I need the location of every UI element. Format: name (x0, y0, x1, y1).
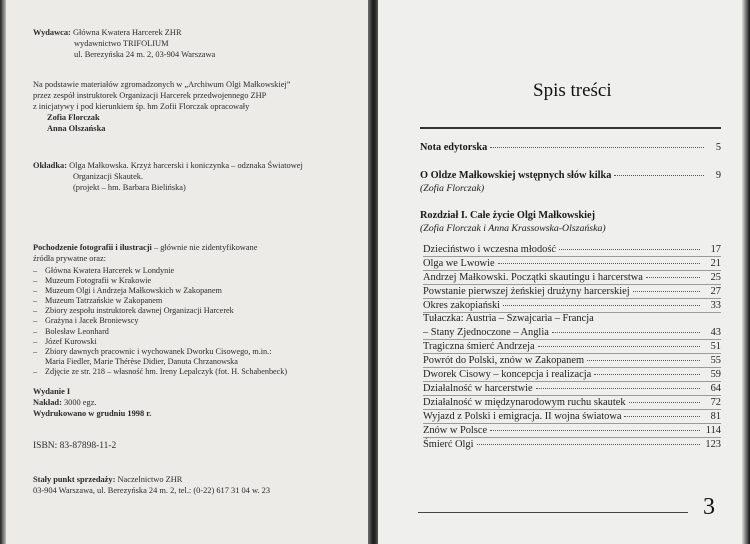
edition: Wydanie I (33, 387, 71, 396)
cover-line: (projekt – hm. Barbara Bielińska) (73, 183, 186, 192)
title-rule (420, 127, 721, 129)
toc-subentry[interactable]: Andrzej Małkowski. Początki skautingu i harcerstwa 25 (423, 271, 721, 285)
list-item: – Zbiory zespołu instruktorek dawnej Organizacji Harcerek (33, 306, 234, 316)
list-item: – Zdjęcie ze str. 218 – własność hm. Ireny Lepalczyk (fot. H. Schabenbeck) (33, 366, 288, 376)
page-number: 3 (703, 494, 715, 520)
basis-line: z inicjatywy i pod kierunkiem śp. hm Zofii Florczak opracowały (33, 102, 250, 111)
photo-label: Pochodzenie fotografii i ilustracji (33, 243, 152, 252)
isbn: ISBN: 83-87898-11-2 (33, 441, 117, 451)
photo-line: źródła prywatne oraz: (33, 254, 107, 263)
toc-entry-author: (Zofia Florczak) (420, 183, 485, 194)
toc-subentry[interactable]: Znów w Polsce 114 (423, 424, 721, 438)
toc-subentry[interactable]: Dworek Cisowy – koncepcja i realizacja 59 (423, 368, 721, 382)
toc-subentry[interactable]: – Stany Zjednoczone – Anglia 43 (423, 326, 721, 340)
toc-subentry[interactable]: Tragiczna śmierć Andrzeja 51 (423, 340, 721, 354)
list-item: – Józef Kurowski (33, 336, 97, 346)
publisher-label: Wydawca: (33, 28, 71, 37)
list-item: – Muzeum Olgi i Andrzeja Małkowskich w Zakopanem (33, 286, 222, 296)
toc-subentry[interactable]: Powstanie pierwszej żeńskiej drużyny harcerskiej 27 (423, 285, 721, 299)
toc-subentry-line1[interactable]: Tułaczka: Austria – Szwajcaria – Francja (423, 313, 594, 324)
list-item: Maria Fiedler, Marie Thérèse Didier, Danuta Chrzanowska (45, 356, 238, 366)
list-item: – Zbiory dawnych pracownic i wychowanek Dworku Cisowego, m.in.: (33, 346, 272, 356)
book-gutter (368, 0, 378, 544)
sales-point: Stały punkt sprzedaży: Naczelnictwo ZHR (33, 475, 183, 484)
printed-date: Wydrukowano w grudniu 1998 r. (33, 409, 152, 418)
cover-line: Olga Małkowska. Krzyż harcerski i koniczynka – odznaka Światowej (69, 161, 303, 170)
photo-sources-list (33, 266, 287, 377)
page-edge (742, 0, 750, 544)
photo-rest: – głównie nie zidentyfikowane (151, 243, 258, 252)
list-item: – Muzeum Tatrzańskie w Zakopanem (33, 296, 163, 306)
author-name: Anna Olszańska (47, 124, 106, 133)
contents-title: Spis treści (533, 80, 612, 101)
cover-line: Organizacji Skautek. (73, 172, 144, 181)
toc-subentry[interactable]: Okres zakopiański 33 (423, 299, 721, 313)
toc-subentry[interactable]: Śmierć Olgi 123 (423, 439, 721, 450)
toc-subentry[interactable]: Wyjazd z Polski i emigracja. II wojna światowa 81 (423, 410, 721, 424)
photo-credits-heading (33, 243, 257, 254)
toc-subentry[interactable]: Dzieciństwo i wczesna młodość 17 (423, 243, 721, 257)
publisher-line: Główna Kwatera Harcerek ZHR (72, 28, 182, 37)
footer-rule (418, 512, 688, 513)
list-item: – Grażyna i Jacek Broniewscy (33, 316, 139, 326)
toc-entry[interactable]: Nota edytorska 5 (420, 142, 721, 153)
chapter-authors: (Zofia Florczak i Anna Krassowska-Olszańska) (420, 223, 606, 234)
list-item: – Muzeum Fotografii w Krakowie (33, 276, 152, 286)
cover-block (33, 161, 303, 172)
toc-entry[interactable]: O Oldze Małkowskiej wstępnych słów kilka 9 (420, 170, 721, 181)
toc-subentry[interactable]: Działalność w harcerstwie 64 (423, 382, 721, 396)
publisher-line: ul. Berezyńska 24 m. 2, 03-904 Warszawa (74, 50, 216, 59)
sales-line: 03-904 Warszawa, ul. Berezyńska 24 m. 2, tel.: (0-22) 617 31 04 w. 23 (33, 486, 271, 495)
print-run: Nakład: 3000 egz. (33, 398, 97, 407)
imprint-page (0, 0, 368, 544)
list-item: – Główna Kwatera Harcerek w Londynie (33, 266, 175, 275)
basis-line: przez zespół instruktorek Organizacji Harcerek przedwojennego ZHP (33, 91, 267, 100)
publisher-block (33, 28, 182, 39)
cover-label: Okładka: (33, 161, 67, 170)
toc-subentry[interactable]: Powrót do Polski, znów w Zakopanem 55 (423, 354, 721, 368)
toc-subentry[interactable]: Działalność w międzynarodowym ruchu skautek 72 (423, 396, 721, 410)
list-item: – Bolesław Leonhard (33, 326, 109, 336)
author-name: Zofia Florczak (47, 113, 100, 122)
toc-subentry[interactable]: Olga we Lwowie 21 (423, 257, 721, 271)
page-edge (0, 0, 6, 544)
chapter-heading[interactable]: Rozdział I. Całe życie Olgi Małkowskiej (420, 210, 596, 221)
publisher-line: wydawnictwo TRIFOLIUM (74, 39, 169, 48)
basis-line: Na podstawie materiałów zgromadzonych w „Archiwum Olgi Małkowskiej” (33, 80, 291, 89)
